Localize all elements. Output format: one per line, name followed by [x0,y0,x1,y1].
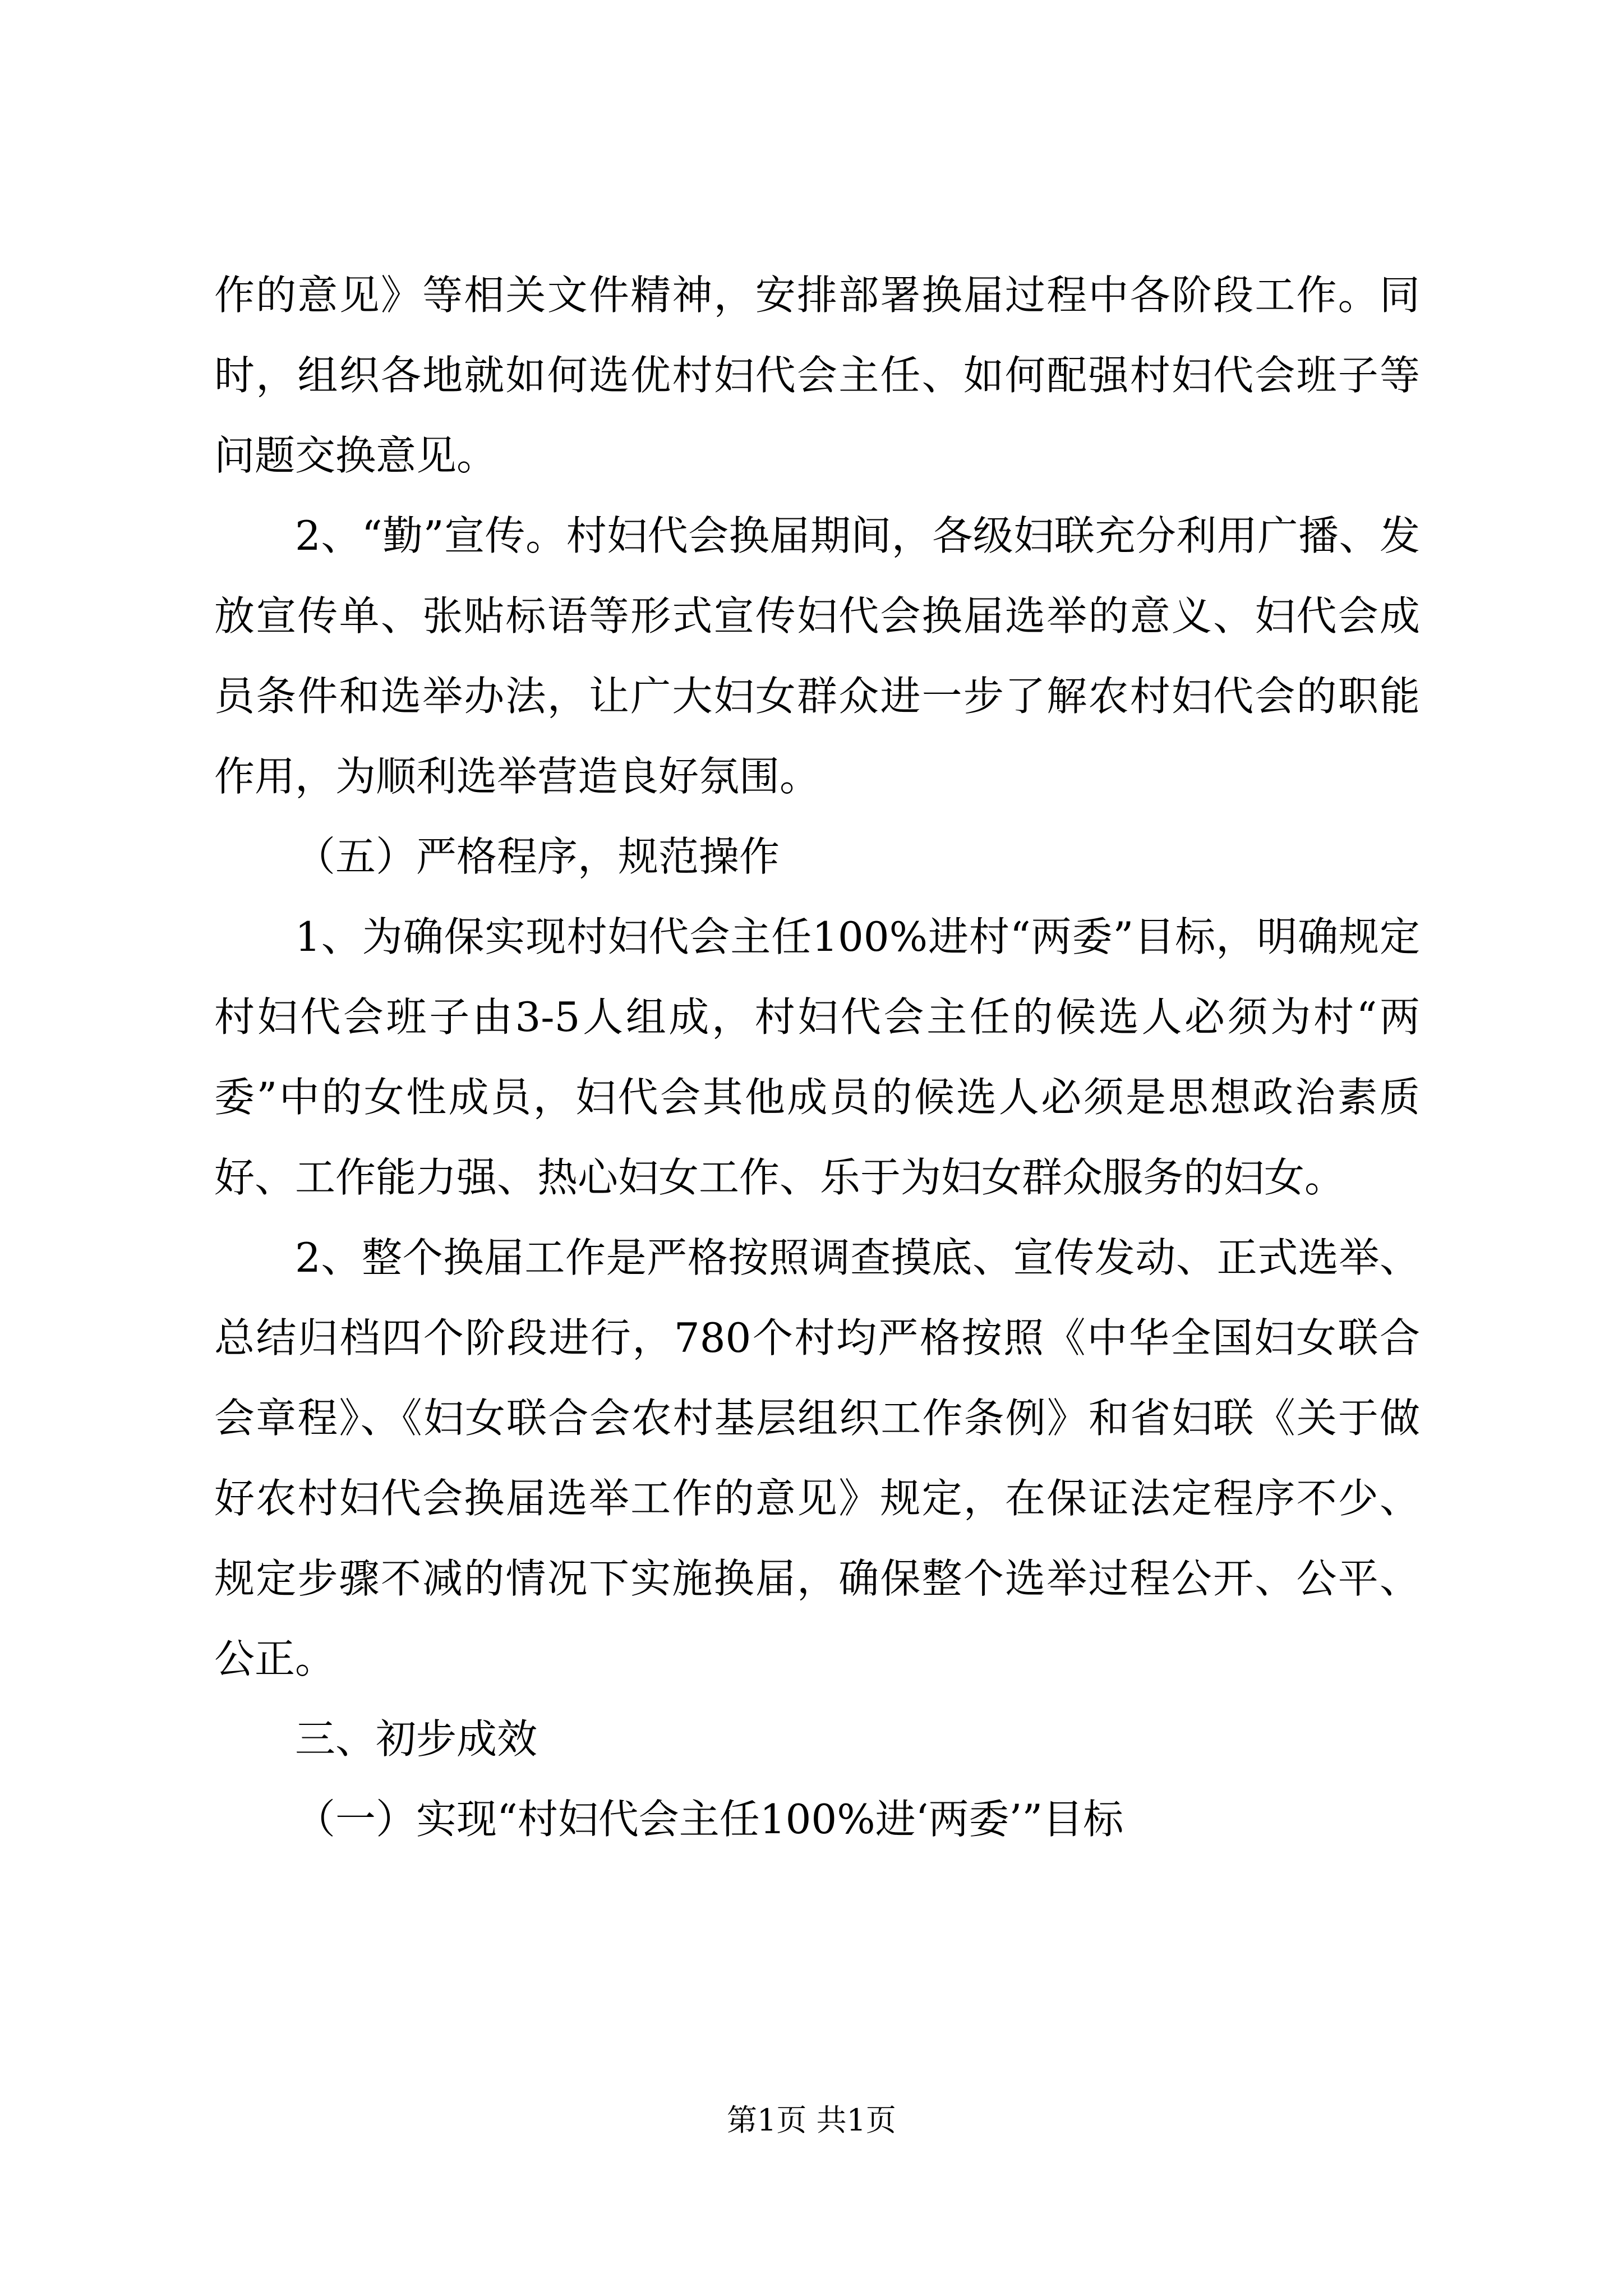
section-heading-strict-procedure: （五）严格程序，规范操作 [295,833,780,880]
paragraph-continuation: 作的意见》等相关文件精神，安排部署换届过程中各阶段工作。同时，组织各地就如何选优村妇代会主任、如何配强村妇代会班子等问题交换意见。 [214,272,1420,479]
document-body [214,255,1420,1860]
page-footer: 第1页 共1页 [727,2102,896,2138]
paragraph-candidate-requirements: 1、为确保实现村妇代会主任100%进村“两委”目标，明确规定村妇代会班子由3-5人组成，村妇代会主任的候选人必须为村“两委”中的女性成员，妇代会其他成员的候选人必须是思想政治素质好、工作能力强、热心妇女工作、乐于为妇女群众服务的妇女。 [214,913,1420,1201]
paragraph-election-stages: 2、整个换届工作是严格按照调查摸底、宣传发动、正式选举、总结归档四个阶段进行，780个村均严格按照《中华全国妇女联合会章程》、《妇女联合会农村基层组织工作条例》和省妇联《关于做好农村妇代会换届选举工作的意见》规定，在保证法定程序不少、规定步骤不减的情况下实施换届，确保整个选举过程公开、公平、公正。 [214,1234,1420,1682]
paragraph-publicity: 2、“勤”宣传。村妇代会换届期间，各级妇联充分利用广播、发放宣传单、张贴标语等形式宣传妇代会换届选举的意义、妇代会成员条件和选举办法，让广大妇女群众进一步了解农村妇代会的职能作用，为顺利选举营造良好氛围。 [214,512,1420,800]
subsection-heading-target-achieved: （一）实现“村妇代会主任100%进‘两委’”目标 [295,1796,1124,1843]
section-heading-initial-results: 三、初步成效 [295,1715,538,1763]
